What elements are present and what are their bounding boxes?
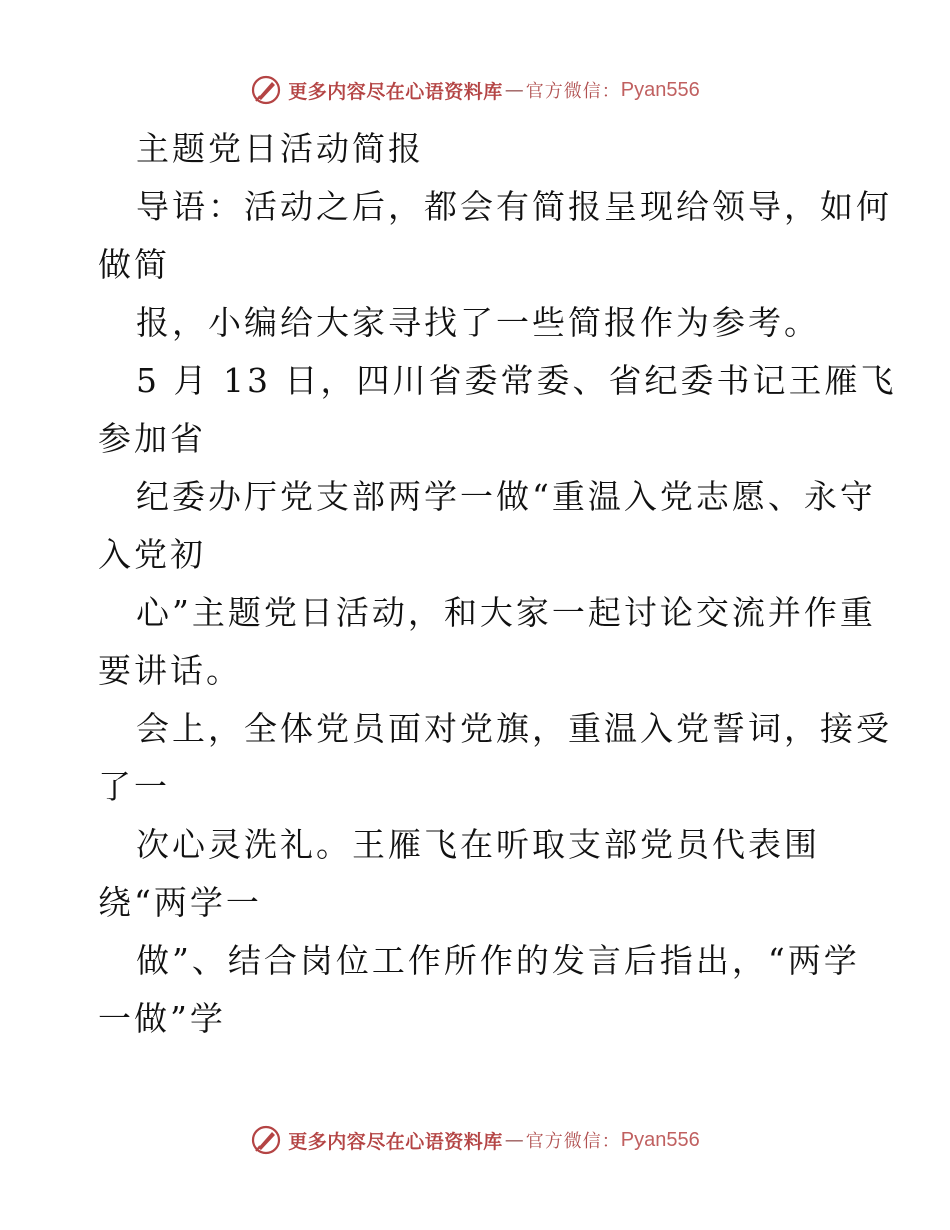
paragraph-line: 做”、结合岗位工作所作的发言后指出，“两学 — [136, 941, 860, 980]
watermark-dash: — — [504, 1129, 524, 1151]
quill-pen-logo-icon — [250, 74, 282, 106]
paragraph-line: 要讲话。 — [98, 651, 242, 690]
quill-pen-logo-icon — [250, 1124, 282, 1156]
paragraph-line: 导语：活动之后，都会有简报呈现给领导，如何 — [136, 187, 892, 226]
watermark-dash: — — [504, 79, 524, 101]
paragraph-line: 一做”学 — [98, 999, 226, 1038]
paragraph-line: 5 月 13 日，四川省委常委、省纪委书记王雁飞 — [136, 361, 897, 400]
paragraph-line: 参加省 — [98, 419, 206, 458]
paragraph-line: 报，小编给大家寻找了一些简报作为参考。 — [136, 303, 820, 342]
paragraph-line: 绕“两学一 — [98, 883, 262, 922]
paragraph-line: 会上，全体党员面对党旗，重温入党誓词，接受 — [136, 709, 892, 748]
watermark-wechat-id: Pyan556 — [620, 78, 700, 101]
watermark-site-text: 更多内容尽在心语资料库 — [288, 1130, 503, 1153]
document-body — [98, 120, 897, 1048]
watermark-wechat-id: Pyan556 — [620, 1128, 700, 1151]
document-title: 主题党日活动简报 — [136, 129, 424, 168]
paragraph-line: 做简 — [98, 245, 170, 284]
paragraph-line: 次心灵洗礼。王雁飞在听取支部党员代表围 — [136, 825, 820, 864]
watermark-site-text: 更多内容尽在心语资料库 — [288, 80, 503, 103]
watermark-wechat-label: 官方微信： — [525, 81, 621, 102]
paragraph-line: 心”主题党日活动，和大家一起讨论交流并作重 — [136, 593, 876, 632]
watermark-header — [0, 70, 950, 110]
paragraph-line: 纪委办厅党支部两学一做“重温入党志愿、永守 — [136, 477, 876, 516]
paragraph-line: 了一 — [98, 767, 170, 806]
watermark-footer — [0, 1120, 950, 1160]
paragraph-line: 入党初 — [98, 535, 206, 574]
watermark-wechat-label: 官方微信： — [525, 1131, 621, 1152]
